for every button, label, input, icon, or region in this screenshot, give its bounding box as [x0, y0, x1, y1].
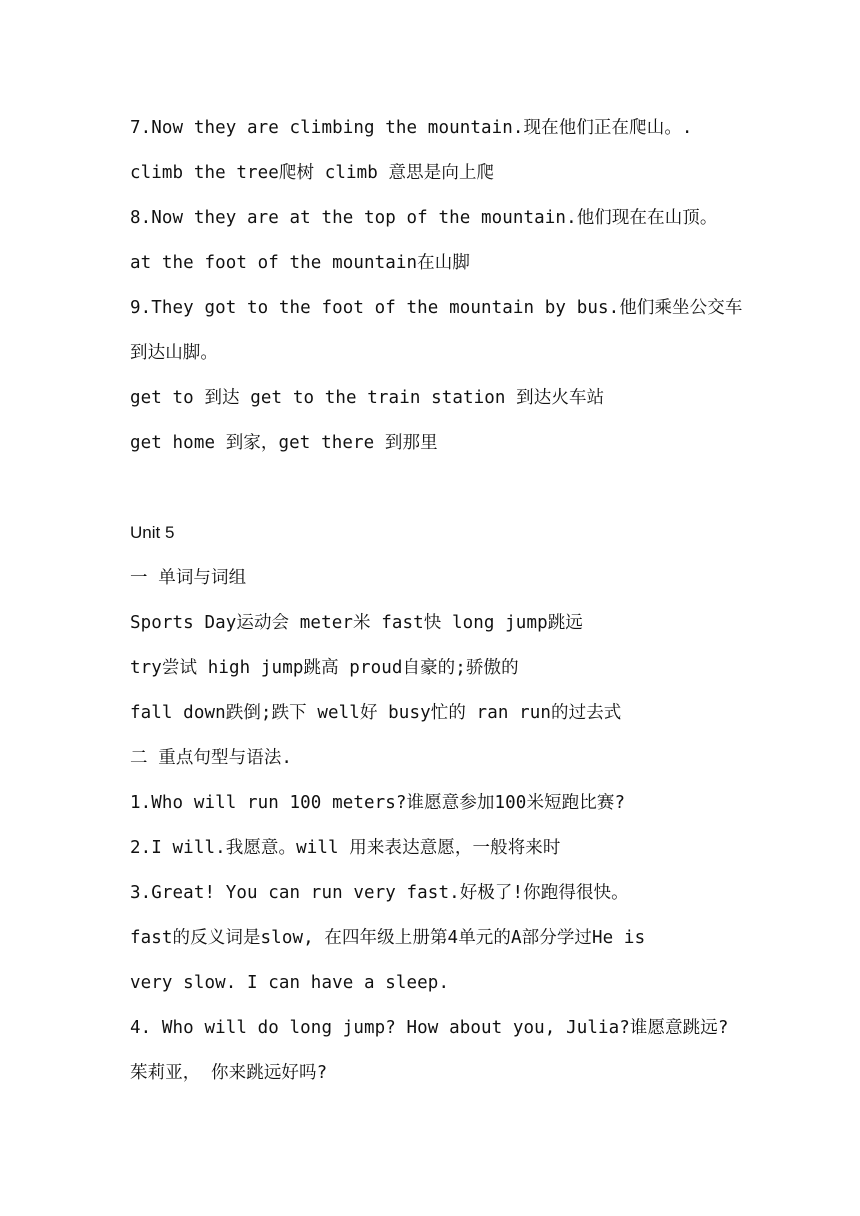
text-line: 9.They got to the foot of the mountain by bus.他们乘坐公交车	[130, 298, 743, 318]
grammar-line: 1.Who will run 100 meters?谁愿意参加100米短跑比赛?	[130, 793, 626, 813]
document-body	[130, 113, 750, 1103]
grammar-line: fast的反义词是slow, 在四年级上册第4单元的A部分学过He is	[130, 928, 646, 948]
grammar-line: very slow. I can have a sleep.	[130, 973, 450, 993]
blank-line	[130, 473, 750, 518]
text-line: at the foot of the mountain在山脚	[130, 253, 470, 273]
grammar-line: 2.I will.我愿意。will 用来表达意愿，一般将来时	[130, 838, 561, 858]
text-line: get to 到达 get to the train station 到达火车站	[130, 388, 605, 408]
grammar-line: 茱莉亚， 你来跳远好吗?	[130, 1063, 328, 1083]
section-heading-grammar: 二 重点句型与语法.	[130, 748, 293, 768]
text-line: 到达山脚。	[130, 343, 218, 363]
text-line: climb the tree爬树 climb 意思是向上爬	[130, 163, 495, 183]
section-heading-vocabulary: 一 单词与词组	[130, 568, 247, 588]
text-line: 8.Now they are at the top of the mountain.他们现在在山顶。	[130, 208, 718, 228]
vocab-line: fall down跌倒;跌下 well好 busy忙的 ran run的过去式	[130, 703, 622, 723]
vocab-line: Sports Day运动会 meter米 fast快 long jump跳远	[130, 613, 583, 633]
grammar-line: 4. Who will do long jump? How about you, Julia?谁愿意跳远?	[130, 1018, 729, 1038]
unit-title: Unit 5	[130, 523, 175, 542]
text-line: get home 到家，get there 到那里	[130, 433, 438, 453]
text-line: 7.Now they are climbing the mountain.现在他们正在爬山。.	[130, 118, 693, 138]
vocab-line: try尝试 high jump跳高 proud自豪的;骄傲的	[130, 658, 519, 678]
grammar-line: 3.Great! You can run very fast.好极了!你跑得很快。	[130, 883, 629, 903]
